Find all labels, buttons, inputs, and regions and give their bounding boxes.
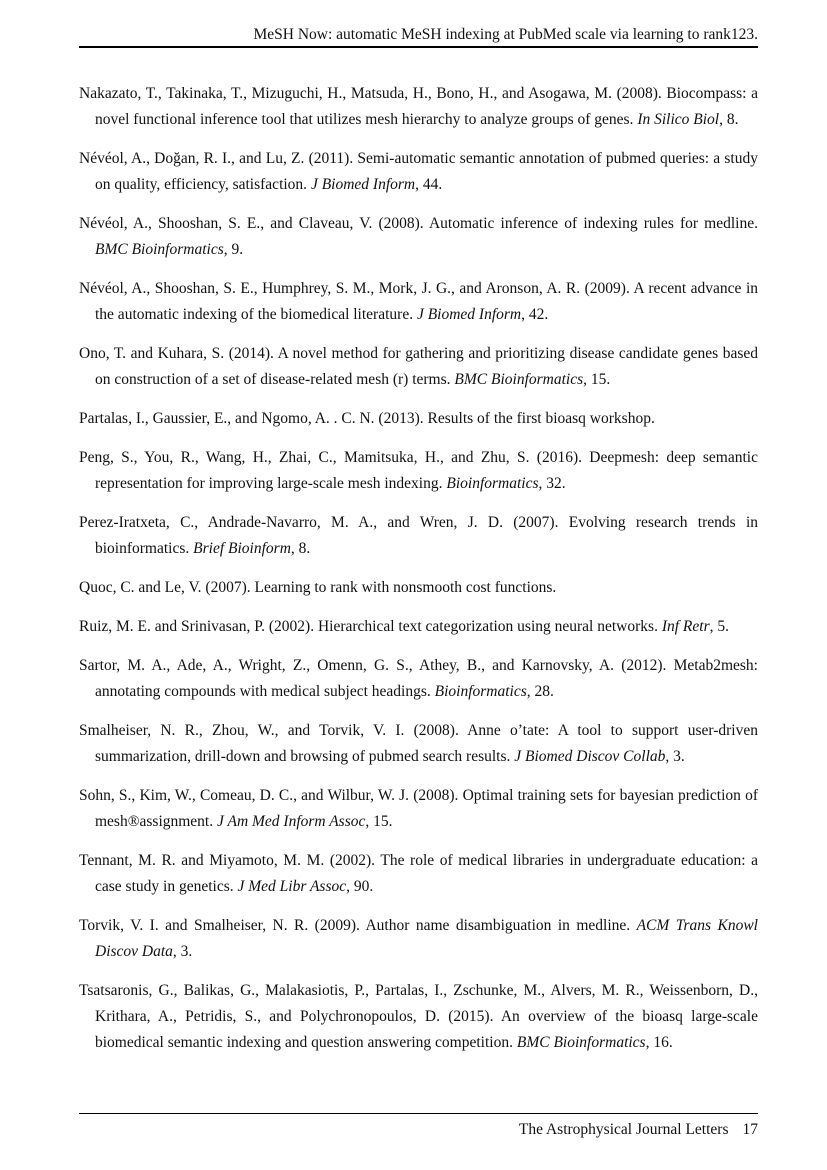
reference-text: Tsatsaronis, G., Balikas, G., Malakasiotis, P., Partalas, I., Zschunke, M., Alvers, M. R., Weissenborn, D., Krithara, A., Petridis, S., and Polychronopoulos, D. (2015). An overview of the bioasq large-scale biomedical semantic indexing and question answering competition. <box>79 982 758 1051</box>
reference-volume: , 8. <box>719 111 739 128</box>
reference-entry <box>79 913 758 965</box>
reference-journal: J Biomed Discov Collab <box>514 748 666 765</box>
reference-journal: J Am Med Inform Assoc <box>217 813 366 830</box>
reference-volume: , 42. <box>521 306 549 323</box>
reference-entry <box>79 81 758 133</box>
reference-volume: , 15. <box>583 371 611 388</box>
reference-text: Ruiz, M. E. and Srinivasan, P. (2002). Hierarchical text categorization using neural networks. <box>79 618 662 635</box>
reference-text: Peng, S., You, R., Wang, H., Zhai, C., Mamitsuka, H., and Zhu, S. (2016). Deepmesh: deep semantic representation for improving large-scale mesh indexing. <box>79 449 758 492</box>
reference-journal: Bioinformatics <box>446 475 539 492</box>
reference-volume: , 9. <box>223 241 244 258</box>
running-header: MeSH Now: automatic MeSH indexing at PubMed scale via learning to rank123. <box>253 26 758 43</box>
reference-volume: , 3. <box>665 748 685 765</box>
reference-text: Ono, T. and Kuhara, S. (2014). A novel method for gathering and prioritizing disease candidate genes based on construction of a set of disease-related mesh (r) terms. <box>79 345 758 388</box>
reference-volume: , 32. <box>538 475 566 492</box>
reference-journal: ACM Trans Knowl Discov Data <box>95 917 758 960</box>
reference-journal: BMC Bioinformatics <box>454 371 584 388</box>
reference-entry <box>79 653 758 705</box>
reference-journal: BMC Bioinformatics <box>516 1034 646 1051</box>
reference-entry <box>79 510 758 562</box>
reference-volume: , 8. <box>290 540 311 557</box>
reference-journal: BMC Bioinformatics <box>95 241 224 258</box>
reference-volume: , 28. <box>526 683 554 700</box>
reference-journal: Bioinformatics <box>434 683 527 700</box>
reference-text: Sartor, M. A., Ade, A., Wright, Z., Omenn, G. S., Athey, B., and Karnovsky, A. (2012). Metab2mesh: annotating compounds with medical subject headings. <box>79 657 758 700</box>
reference-entry <box>79 445 758 497</box>
reference-entry <box>79 718 758 770</box>
running-footer <box>79 1119 758 1141</box>
reference-text: Névéol, A., Shooshan, S. E., Humphrey, S. M., Mork, J. G., and Aronson, A. R. (2009). A recent advance in the automatic indexing of the biomedical literature. <box>79 280 758 323</box>
reference-entry <box>79 211 758 263</box>
reference-journal: J Biomed Inform <box>416 306 522 323</box>
reference-volume: , 90. <box>346 878 374 895</box>
reference-entry <box>79 406 758 432</box>
reference-journal: J Med Libr Assoc <box>237 878 347 895</box>
reference-entry <box>79 146 758 198</box>
reference-journal: In Silico Biol <box>637 111 720 128</box>
reference-entry <box>79 848 758 900</box>
reference-entry <box>79 341 758 393</box>
reference-text: Partalas, I., Gaussier, E., and Ngomo, A. . C. N. (2013). Results of the first bioasq workshop. <box>79 410 655 427</box>
reference-text: Perez-Iratxeta, C., Andrade-Navarro, M. A., and Wren, J. D. (2007). Evolving research trends in bioinformatics. <box>79 514 758 557</box>
reference-text: Névéol, A., Doğan, R. I., and Lu, Z. (2011). Semi-automatic semantic annotation of pubmed queries: a study on quality, efficiency, satisfaction. <box>79 150 758 193</box>
footer-journal-name: The Astrophysical Journal Letters <box>518 1121 729 1138</box>
page-number: 17 <box>742 1121 758 1138</box>
reference-journal: Brief Bioinform <box>193 540 291 557</box>
footer-rule <box>79 1113 758 1114</box>
reference-volume: , 5. <box>709 618 729 635</box>
reference-text: Torvik, V. I. and Smalheiser, N. R. (2009). Author name disambiguation in medline. <box>79 917 637 934</box>
reference-text: Névéol, A., Shooshan, S. E., and Claveau, V. (2008). Automatic inference of indexing rules for medline. <box>79 215 758 232</box>
reference-volume: , 44. <box>415 176 443 193</box>
reference-text: Tennant, M. R. and Miyamoto, M. M. (2002). The role of medical libraries in undergraduate education: a case study in genetics. <box>79 852 758 895</box>
reference-entry <box>79 276 758 328</box>
reference-text: Sohn, S., Kim, W., Comeau, D. C., and Wilbur, W. J. (2008). Optimal training sets for bayesian prediction of mesh®assignment. <box>79 787 758 830</box>
reference-volume: , 16. <box>645 1034 673 1051</box>
reference-list <box>79 81 758 1069</box>
reference-journal: Inf Retr <box>661 618 710 635</box>
header-rule <box>79 46 758 48</box>
reference-entry <box>79 978 758 1056</box>
reference-journal: J Biomed Inform <box>310 176 416 193</box>
reference-entry <box>79 614 758 640</box>
reference-volume: , 15. <box>365 813 393 830</box>
reference-entry <box>79 783 758 835</box>
reference-text: Nakazato, T., Takinaka, T., Mizuguchi, H., Matsuda, H., Bono, H., and Asogawa, M. (2008). Biocompass: a novel functional inference tool that utilizes mesh hierarchy to analyze groups of genes. <box>79 85 758 128</box>
reference-entry <box>79 575 758 601</box>
reference-volume: , 3. <box>172 943 193 960</box>
reference-text: Smalheiser, N. R., Zhou, W., and Torvik, V. I. (2008). Anne o’tate: A tool to support user-driven summarization, drill-down and browsing of pubmed search results. <box>79 722 758 765</box>
reference-text: Quoc, C. and Le, V. (2007). Learning to rank with nonsmooth cost functions. <box>79 579 557 596</box>
